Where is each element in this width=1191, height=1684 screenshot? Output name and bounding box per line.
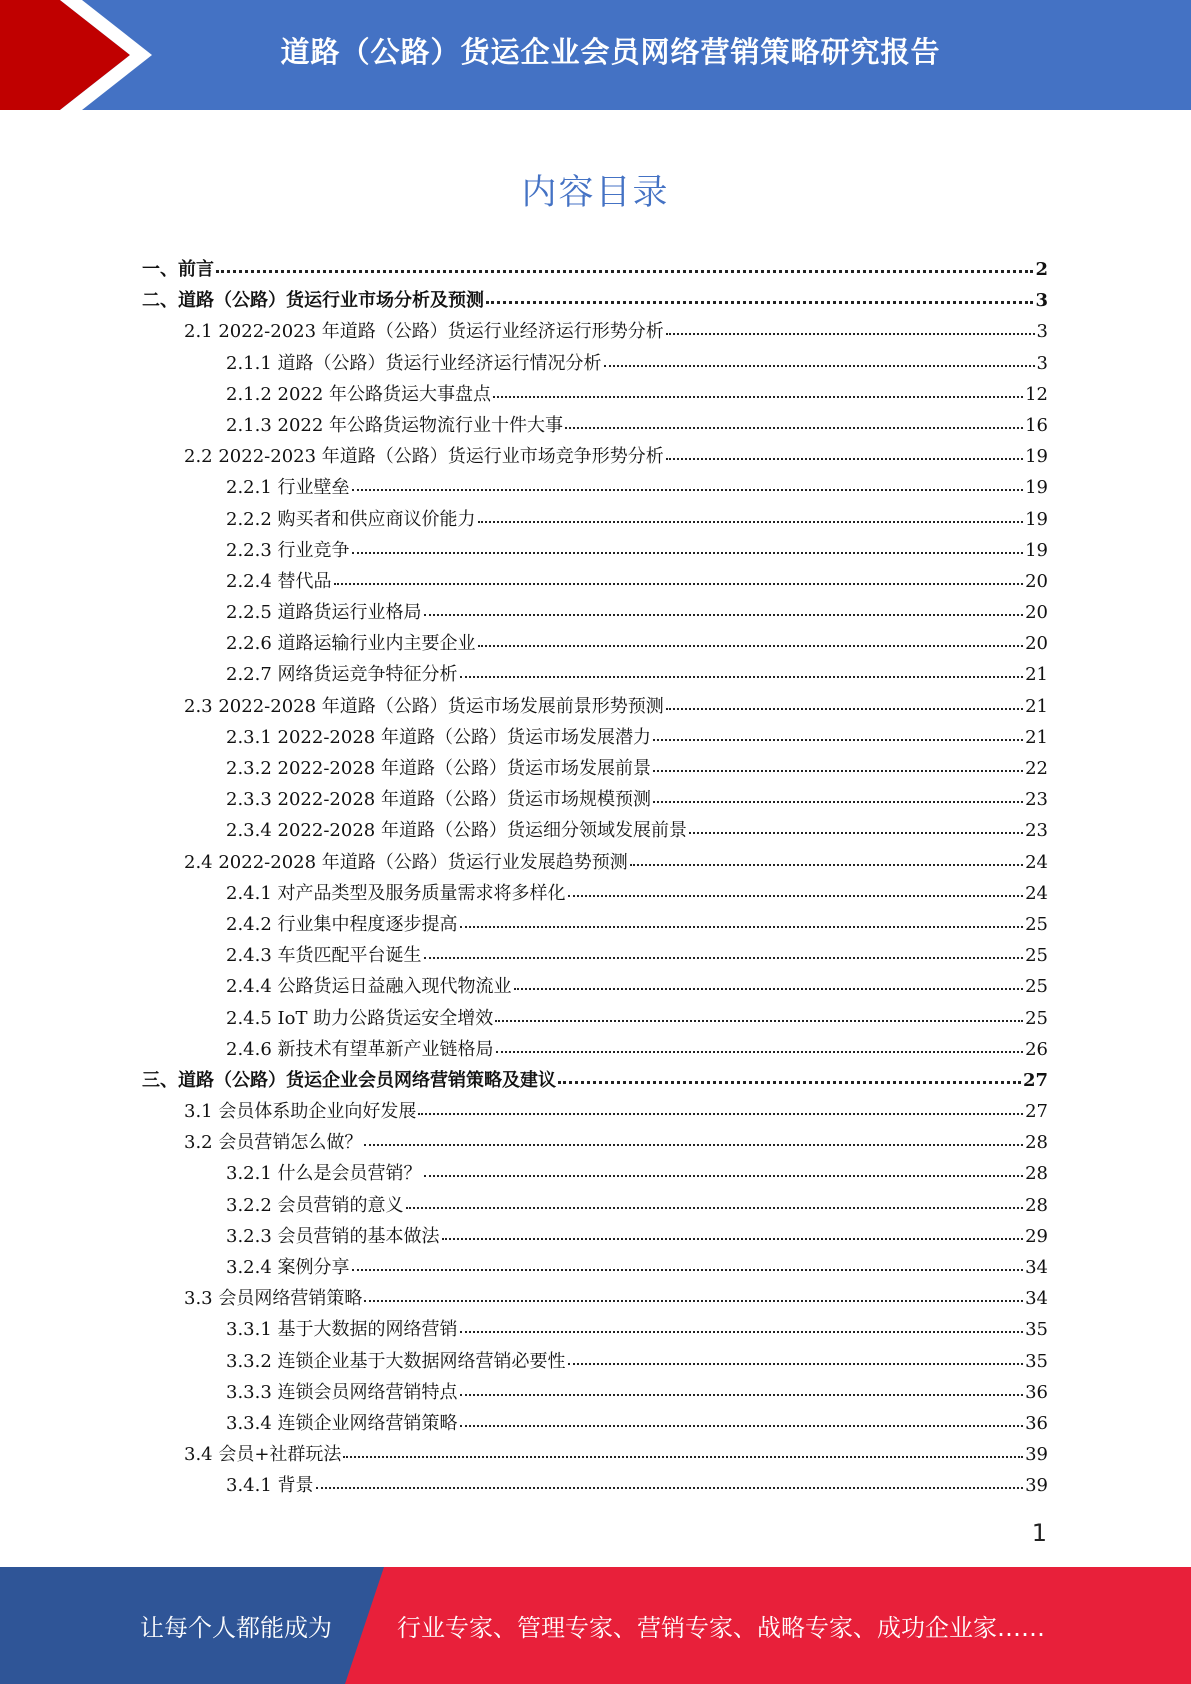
toc-entry-page: 27 bbox=[1022, 1069, 1048, 1091]
toc-entry-page: 20 bbox=[1025, 602, 1048, 624]
toc-entry[interactable] bbox=[142, 628, 1048, 659]
toc-entry[interactable] bbox=[142, 722, 1048, 753]
toc-entry-label: 2.4.4 公路货运日益融入现代物流业 bbox=[226, 976, 512, 998]
toc-entry[interactable] bbox=[142, 1158, 1048, 1189]
toc-entry-page: 36 bbox=[1025, 1412, 1048, 1434]
toc-entry[interactable] bbox=[142, 285, 1048, 316]
toc-entry-label: 3.3 会员网络营销策略 bbox=[184, 1288, 363, 1310]
toc-entry-label: 3.2.1 什么是会员营销？ bbox=[226, 1163, 422, 1185]
toc-leader-dots bbox=[653, 738, 1023, 741]
toc-entry-page: 34 bbox=[1025, 1257, 1048, 1278]
toc-entry-label: 2.2 2022-2023 年道路（公路）货运行业市场竞争形势分析 bbox=[184, 446, 664, 468]
toc-entry[interactable] bbox=[142, 1252, 1048, 1283]
toc-entry[interactable] bbox=[142, 1439, 1048, 1470]
toc-leader-dots bbox=[689, 831, 1023, 834]
toc-leader-dots bbox=[364, 1299, 1023, 1302]
toc-entry-label: 二、道路（公路）货运行业市场分析及预测 bbox=[142, 290, 484, 312]
footer-slogan-right: 行业专家、管理专家、营销专家、战略专家、成功企业家…… bbox=[397, 1614, 1045, 1642]
toc-entry-page: 23 bbox=[1025, 820, 1048, 842]
toc-entry-label: 2.4.6 新技术有望革新产业链格局 bbox=[226, 1038, 494, 1060]
toc-entry-page: 3 bbox=[1036, 352, 1048, 374]
toc-leader-dots bbox=[418, 1112, 1023, 1115]
toc-entry-label: 3.2.4 案例分享 bbox=[226, 1257, 350, 1278]
toc-entry-label: 2.4.2 行业集中程度逐步提高 bbox=[226, 913, 458, 935]
toc-leader-dots bbox=[478, 520, 1024, 523]
toc-entry[interactable] bbox=[142, 1127, 1048, 1158]
toc-leader-dots bbox=[493, 395, 1023, 398]
toc-leader-dots bbox=[460, 1393, 1024, 1396]
toc-entry[interactable] bbox=[142, 1190, 1048, 1221]
toc-leader-dots bbox=[406, 1206, 1024, 1209]
toc-entry-label: 2.2.1 行业壁垒 bbox=[226, 477, 350, 499]
toc-entry-label: 2.4 2022-2028 年道路（公路）货运行业发展趋势预测 bbox=[184, 851, 628, 873]
toc-entry-label: 2.3.2 2022-2028 年道路（公路）货运市场发展前景 bbox=[226, 758, 651, 779]
toc-entry-label: 2.3.1 2022-2028 年道路（公路）货运市场发展潜力 bbox=[226, 726, 651, 748]
toc-entry[interactable] bbox=[142, 597, 1048, 628]
toc-entry-page: 28 bbox=[1025, 1163, 1048, 1185]
toc-entry[interactable] bbox=[142, 691, 1048, 722]
toc-entry-label: 2.1.3 2022 年公路货运物流行业十件大事 bbox=[226, 414, 564, 436]
toc-entry-page: 25 bbox=[1025, 945, 1048, 967]
footer-slogan-left: 让每个人都能成为 bbox=[140, 1614, 332, 1642]
toc-entry[interactable] bbox=[142, 348, 1048, 379]
toc-entry-label: 2.3.4 2022-2028 年道路（公路）货运细分领域发展前景 bbox=[226, 820, 687, 842]
toc-leader-dots bbox=[496, 1050, 1024, 1053]
toc-leader-dots bbox=[424, 613, 1024, 616]
toc-entry[interactable] bbox=[142, 753, 1048, 784]
toc-entry-label: 3.3.2 连锁企业基于大数据网络营销必要性 bbox=[226, 1350, 566, 1372]
toc-entry[interactable] bbox=[142, 659, 1048, 690]
toc-entry-page: 28 bbox=[1025, 1194, 1048, 1216]
toc-entry[interactable] bbox=[142, 535, 1048, 566]
toc-entry[interactable] bbox=[142, 847, 1048, 878]
toc-leader-dots bbox=[478, 644, 1024, 647]
toc-entry-label: 2.2.4 替代品 bbox=[226, 570, 332, 592]
toc-leader-dots bbox=[343, 1455, 1023, 1458]
toc-entry-label: 2.2.6 道路运输行业内主要企业 bbox=[226, 633, 476, 655]
toc-entry-page: 23 bbox=[1025, 789, 1048, 811]
report-title: 道路（公路）货运企业会员网络营销策略研究报告 bbox=[280, 34, 941, 69]
toc-entry[interactable] bbox=[142, 1096, 1048, 1127]
toc-entry-page: 35 bbox=[1025, 1319, 1048, 1341]
toc-entry-page: 35 bbox=[1025, 1350, 1048, 1372]
toc-entry-label: 2.2.3 行业竞争 bbox=[226, 539, 350, 561]
toc-entry-label: 2.4.5 IoT 助力公路货运安全增效 bbox=[226, 1007, 494, 1029]
toc-entry-label: 3.3.4 连锁企业网络营销策略 bbox=[226, 1412, 458, 1434]
toc-entry[interactable] bbox=[142, 1377, 1048, 1408]
toc-leader-dots bbox=[630, 863, 1023, 866]
toc-entry[interactable] bbox=[142, 566, 1048, 597]
toc-entry-page: 22 bbox=[1025, 758, 1048, 779]
toc-entry[interactable] bbox=[142, 472, 1048, 503]
toc-entry[interactable] bbox=[142, 1314, 1048, 1345]
toc-entry-label: 一、前言 bbox=[142, 259, 214, 280]
toc-entry-page: 20 bbox=[1025, 570, 1048, 592]
toc-entry[interactable] bbox=[142, 909, 1048, 940]
toc-entry[interactable] bbox=[142, 1346, 1048, 1377]
toc-leader-dots bbox=[565, 426, 1023, 429]
toc-entry-page: 36 bbox=[1025, 1381, 1048, 1403]
toc-entry[interactable] bbox=[142, 1003, 1048, 1034]
toc-leader-dots bbox=[460, 1424, 1024, 1427]
toc-entry[interactable] bbox=[142, 815, 1048, 846]
toc-entry-page: 29 bbox=[1025, 1225, 1048, 1247]
toc-entry-page: 24 bbox=[1025, 851, 1048, 873]
toc-entry[interactable] bbox=[142, 410, 1048, 441]
toc-leader-dots bbox=[364, 1143, 1023, 1146]
toc-entry[interactable] bbox=[142, 1470, 1048, 1501]
toc-entry-page: 21 bbox=[1025, 664, 1048, 686]
toc-title: 内容目录 bbox=[521, 173, 670, 213]
toc-entry-page: 19 bbox=[1025, 508, 1048, 530]
toc-leader-dots bbox=[666, 707, 1023, 710]
toc-entry[interactable] bbox=[142, 784, 1048, 815]
table-of-contents bbox=[142, 254, 1048, 1502]
toc-entry-page: 16 bbox=[1025, 414, 1048, 436]
toc-leader-dots bbox=[604, 364, 1035, 367]
toc-leader-dots bbox=[460, 675, 1024, 678]
toc-entry-label: 3.2.3 会员营销的基本做法 bbox=[226, 1225, 440, 1247]
toc-leader-dots bbox=[666, 332, 1035, 335]
toc-entry-page: 21 bbox=[1025, 695, 1048, 717]
toc-entry[interactable] bbox=[142, 1065, 1048, 1096]
toc-entry-page: 25 bbox=[1025, 1007, 1048, 1029]
toc-entry-label: 2.4.3 车货匹配平台诞生 bbox=[226, 945, 422, 967]
toc-entry-page: 34 bbox=[1025, 1288, 1048, 1310]
toc-leader-dots bbox=[316, 1486, 1024, 1489]
page-number: 1 bbox=[1031, 1519, 1047, 1547]
toc-entry-label: 2.2.2 购买者和供应商议价能力 bbox=[226, 508, 476, 530]
toc-leader-dots bbox=[666, 457, 1023, 460]
toc-leader-dots bbox=[352, 1268, 1024, 1271]
toc-entry-label: 3.4 会员+社群玩法 bbox=[184, 1444, 342, 1466]
toc-entry-label: 2.4.1 对产品类型及服务质量需求将多样化 bbox=[226, 882, 566, 904]
toc-entry[interactable] bbox=[142, 1034, 1048, 1065]
toc-entry-page: 2 bbox=[1035, 259, 1048, 280]
toc-entry-label: 3.3.1 基于大数据的网络营销 bbox=[226, 1319, 458, 1341]
toc-entry[interactable] bbox=[142, 1283, 1048, 1314]
toc-entry-label: 2.3.3 2022-2028 年道路（公路）货运市场规模预测 bbox=[226, 789, 651, 811]
toc-entry[interactable] bbox=[142, 1221, 1048, 1252]
toc-leader-dots bbox=[216, 269, 1033, 273]
toc-entry[interactable] bbox=[142, 878, 1048, 909]
toc-entry-label: 3.4.1 背景 bbox=[226, 1475, 314, 1497]
toc-entry-page: 19 bbox=[1025, 446, 1048, 468]
page-footer bbox=[0, 1567, 1191, 1684]
toc-entry-page: 19 bbox=[1025, 477, 1048, 499]
toc-entry-page: 20 bbox=[1025, 633, 1048, 655]
toc-leader-dots bbox=[653, 769, 1023, 772]
toc-entry-label: 2.1.2 2022 年公路货运大事盘点 bbox=[226, 383, 492, 405]
toc-entry[interactable] bbox=[142, 504, 1048, 535]
toc-entry[interactable] bbox=[142, 254, 1048, 285]
report-header bbox=[0, 0, 1191, 110]
toc-leader-dots bbox=[495, 1019, 1023, 1022]
toc-leader-dots bbox=[568, 894, 1024, 897]
toc-entry-label: 2.2.7 网络货运竞争特征分析 bbox=[226, 664, 458, 686]
toc-entry[interactable] bbox=[142, 1408, 1048, 1439]
toc-entry-page: 25 bbox=[1025, 913, 1048, 935]
toc-leader-dots bbox=[653, 800, 1023, 803]
toc-entry-page: 3 bbox=[1036, 321, 1048, 343]
toc-leader-dots bbox=[568, 1362, 1024, 1365]
toc-leader-dots bbox=[460, 925, 1024, 928]
toc-entry[interactable] bbox=[142, 316, 1048, 347]
toc-leader-dots bbox=[486, 300, 1033, 304]
toc-leader-dots bbox=[334, 582, 1024, 585]
toc-entry-page: 39 bbox=[1025, 1475, 1048, 1497]
toc-entry-label: 2.2.5 道路货运行业格局 bbox=[226, 602, 422, 624]
toc-entry-page: 27 bbox=[1025, 1101, 1048, 1123]
toc-leader-dots bbox=[424, 956, 1024, 959]
toc-entry-page: 26 bbox=[1025, 1038, 1048, 1060]
toc-entry-page: 24 bbox=[1025, 882, 1048, 904]
toc-entry-label: 3.3.3 连锁会员网络营销特点 bbox=[226, 1381, 458, 1403]
toc-entry[interactable] bbox=[142, 971, 1048, 1002]
toc-leader-dots bbox=[424, 1174, 1024, 1177]
toc-entry[interactable] bbox=[142, 379, 1048, 410]
toc-entry-page: 3 bbox=[1035, 290, 1048, 312]
toc-entry-page: 12 bbox=[1025, 383, 1048, 405]
toc-entry[interactable] bbox=[142, 940, 1048, 971]
toc-entry-label: 三、道路（公路）货运企业会员网络营销策略及建议 bbox=[142, 1069, 556, 1091]
toc-entry-label: 2.1 2022-2023 年道路（公路）货运行业经济运行形势分析 bbox=[184, 321, 664, 343]
toc-entry-page: 21 bbox=[1025, 726, 1048, 748]
toc-leader-dots bbox=[460, 1330, 1024, 1333]
toc-leader-dots bbox=[442, 1237, 1024, 1240]
toc-leader-dots bbox=[558, 1080, 1021, 1084]
toc-leader-dots bbox=[352, 488, 1024, 491]
toc-entry-page: 25 bbox=[1025, 976, 1048, 998]
toc-entry-page: 19 bbox=[1025, 539, 1048, 561]
toc-entry-label: 3.1 会员体系助企业向好发展 bbox=[184, 1101, 417, 1123]
toc-leader-dots bbox=[514, 987, 1024, 990]
toc-entry[interactable] bbox=[142, 441, 1048, 472]
toc-entry-label: 3.2 会员营销怎么做？ bbox=[184, 1132, 363, 1154]
toc-entry-label: 3.2.2 会员营销的意义 bbox=[226, 1194, 404, 1216]
toc-entry-label: 2.3 2022-2028 年道路（公路）货运市场发展前景形势预测 bbox=[184, 695, 664, 717]
toc-leader-dots bbox=[352, 551, 1024, 554]
toc-entry-page: 28 bbox=[1025, 1132, 1048, 1154]
toc-entry-label: 2.1.1 道路（公路）货运行业经济运行情况分析 bbox=[226, 352, 602, 374]
toc-entry-page: 39 bbox=[1025, 1444, 1048, 1466]
